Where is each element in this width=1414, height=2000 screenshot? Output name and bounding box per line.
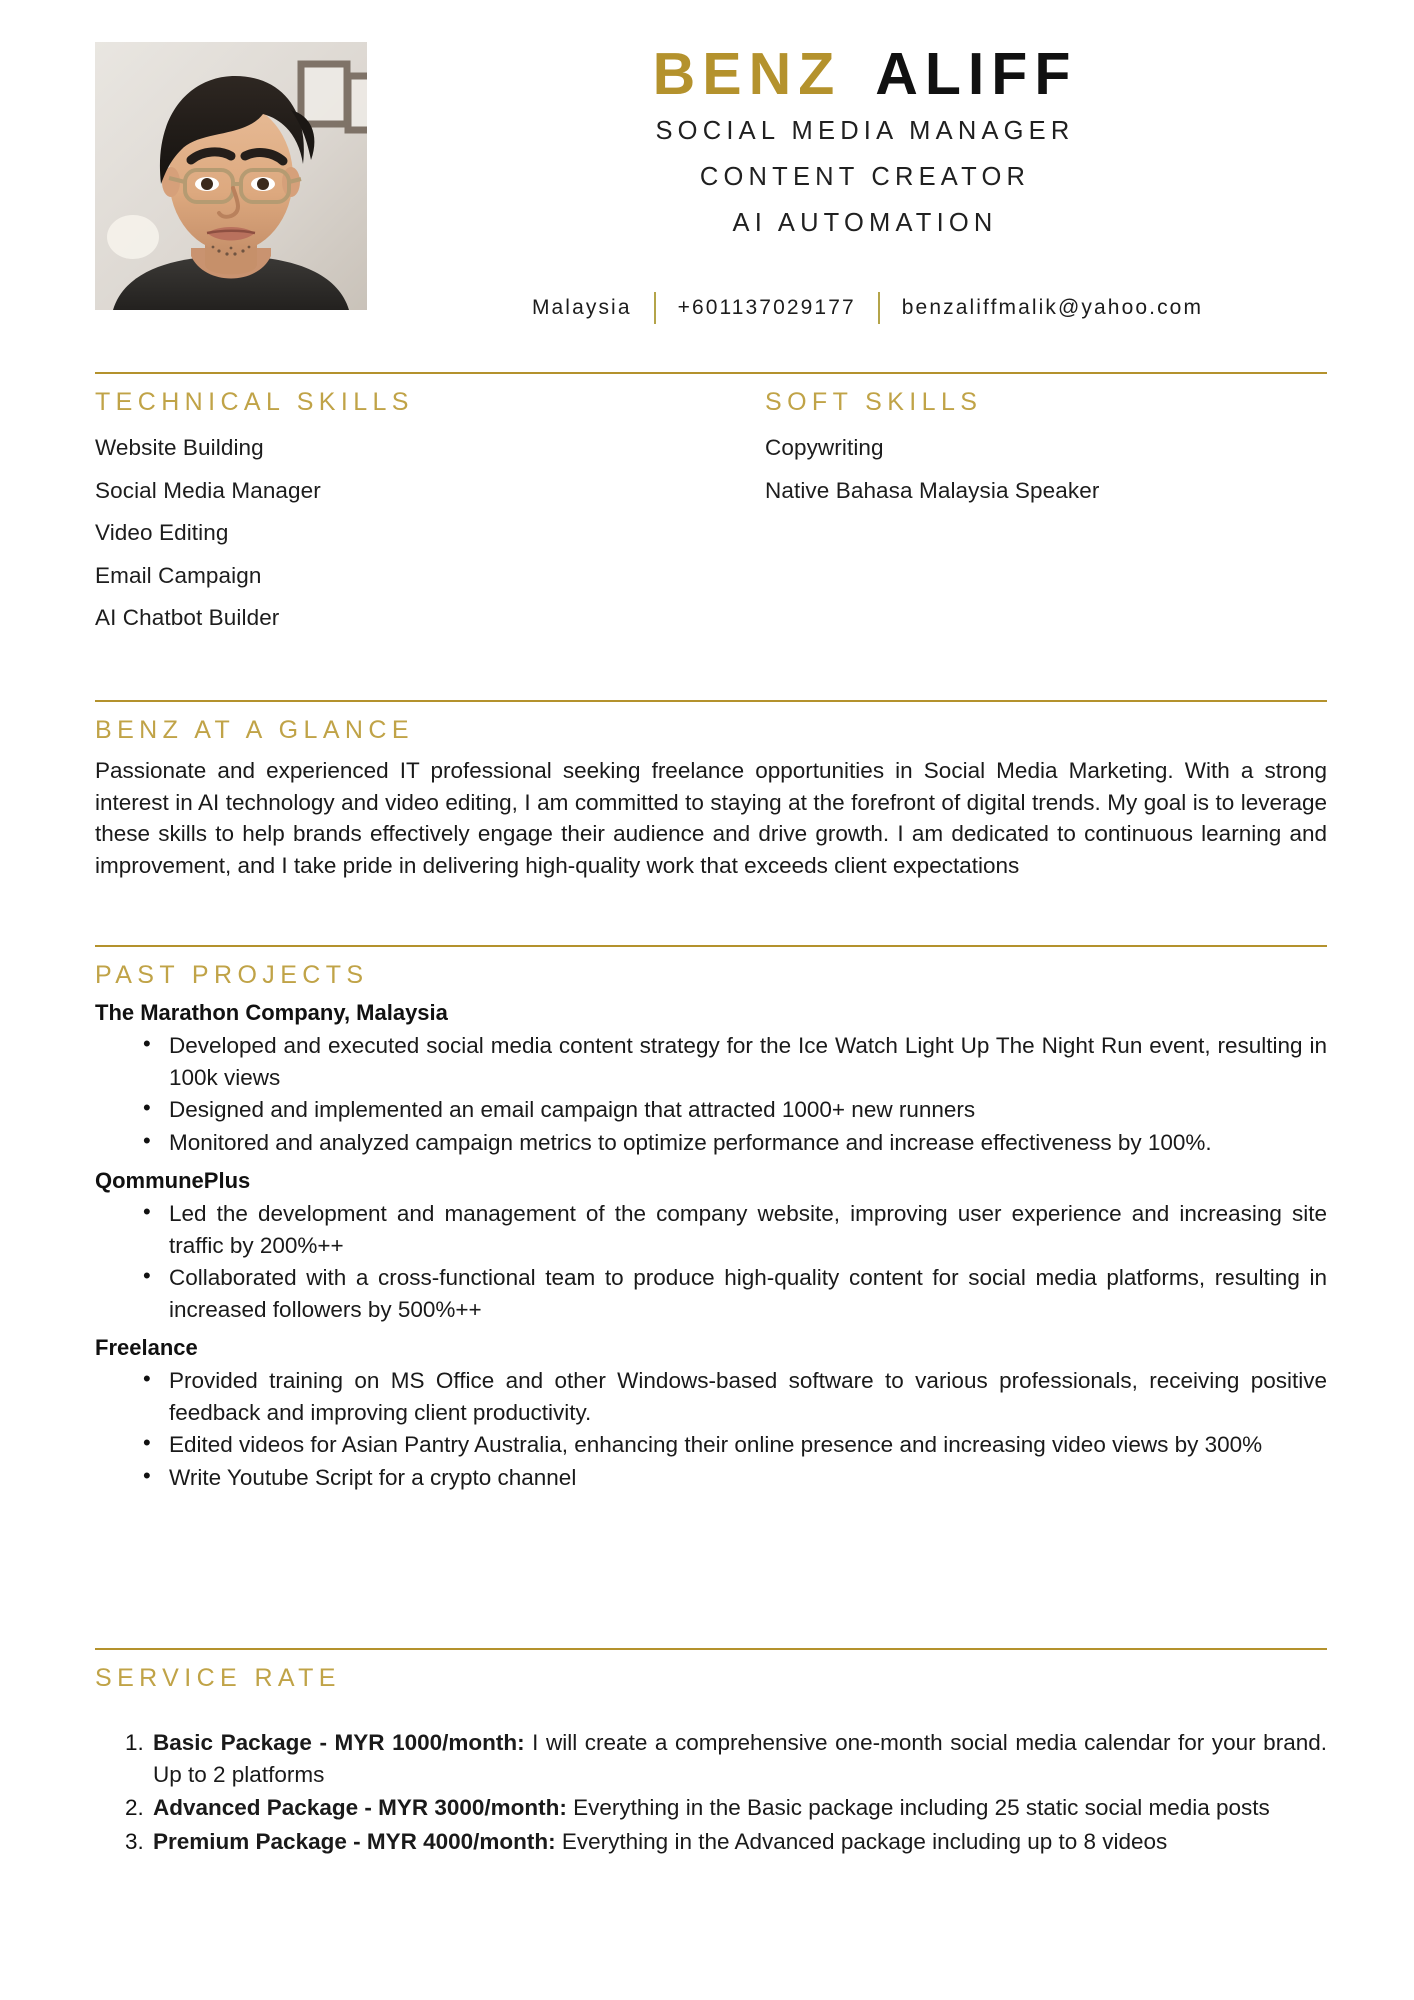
- job-title-2: CONTENT CREATOR: [699, 163, 1031, 192]
- soft-skills-column: [765, 374, 1327, 640]
- first-name: BENZ: [652, 41, 842, 107]
- contact-location: Malaysia: [531, 296, 632, 319]
- job-entry: [95, 1335, 1327, 1493]
- list-item: • Collaborated with a cross-functional team to produce high-quality content for social media platforms, resulting in increased followers by 500%++: [143, 1262, 1327, 1325]
- skill-item: Copywriting: [765, 435, 884, 460]
- job-company: QommunePlus: [95, 1168, 251, 1193]
- list-item: • Led the development and management of the company website, improving user experience and increasing site traffic by 200%++: [143, 1198, 1327, 1261]
- name-block: [400, 41, 1330, 242]
- past-projects-divider: [95, 945, 1327, 947]
- skill-item: Social Media Manager: [95, 477, 321, 503]
- list-item: [125, 1826, 1327, 1858]
- soft-skills-heading: SOFT SKILLS: [765, 388, 983, 416]
- resume-header: [0, 0, 1414, 330]
- job-bullet-list: [95, 1198, 1327, 1325]
- contact-email[interactable]: benzaliffmalik@yahoo.com: [901, 296, 1204, 319]
- glance-divider: [95, 700, 1327, 702]
- glance-text: Passionate and experienced IT professional seeking freelance opportunities in Social Media Marketing. With a strong interest in AI technology and video editing, I am committed to staying at the forefront of digital trends. My goal is to leverage these skills to help brands effectively engage their audience and drive growth. I am dedicated to continuous learning and improvement, and I take pride in delivering high-quality work that exceeds client expectations: [95, 758, 1327, 878]
- job-entry: [95, 1168, 1327, 1325]
- contact-phone[interactable]: +601137029177: [677, 296, 856, 319]
- last-name: ALIFF: [875, 41, 1078, 107]
- skill-item: Video Editing: [95, 520, 229, 545]
- past-projects-section: [95, 945, 1327, 1499]
- package-name: Premium Package - MYR 4000/month:: [153, 1828, 556, 1854]
- service-rate-section: [95, 1648, 1327, 1859]
- skill-item: Email Campaign: [95, 562, 262, 588]
- glance-heading: BENZ AT A GLANCE: [95, 716, 414, 744]
- list-item: • Edited videos for Asian Pantry Australia, enhancing their online presence and increasing video views by 300%: [143, 1429, 1327, 1461]
- list-item: • Write Youtube Script for a crypto channel: [143, 1462, 1327, 1494]
- package-description: Everything in the Basic package including 25 static social media posts: [566, 1795, 1270, 1820]
- technical-skills-column: [95, 374, 765, 640]
- avatar: [95, 42, 367, 310]
- skill-item: Native Bahasa Malaysia Speaker: [765, 477, 1100, 503]
- profile-photo-icon: [95, 42, 367, 310]
- list-item: • Monitored and analyzed campaign metrics to optimize performance and increase effectiveness by 100%.: [143, 1127, 1327, 1159]
- package-description: Everything in the Advanced package including up to 8 videos: [555, 1828, 1168, 1854]
- job-title-3: AI AUTOMATION: [732, 209, 998, 238]
- service-rate-heading: SERVICE RATE: [95, 1664, 341, 1692]
- package-description: I will create a comprehensive one-month social media calendar for your brand. Up to 2 platforms: [153, 1730, 1327, 1787]
- package-name: Basic Package - MYR 1000/month:: [153, 1730, 525, 1755]
- job-entry: [95, 1000, 1327, 1158]
- skill-item: Website Building: [95, 435, 264, 460]
- contact-bar: [400, 292, 1335, 324]
- past-projects-heading: PAST PROJECTS: [95, 961, 369, 989]
- page-title: [400, 41, 1330, 107]
- list-item: • Designed and implemented an email campaign that attracted 1000+ new runners: [143, 1094, 1327, 1126]
- package-name: Advanced Package - MYR 3000/month:: [153, 1795, 567, 1820]
- list-item: [125, 1792, 1327, 1824]
- glance-section: [95, 700, 1327, 881]
- list-item: • Developed and executed social media content strategy for the Ice Watch Light Up The Night Run event, resulting in 100k views: [143, 1030, 1327, 1093]
- job-bullet-list: [95, 1365, 1327, 1493]
- job-bullet-list: [95, 1030, 1327, 1158]
- job-company: Freelance: [95, 1335, 198, 1360]
- service-rate-list: [95, 1727, 1327, 1857]
- job-company: The Marathon Company, Malaysia: [95, 1000, 448, 1025]
- list-item: • Provided training on MS Office and other Windows-based software to various professionals, receiving positive feedback and improving client productivity.: [143, 1365, 1327, 1428]
- service-rate-divider: [95, 1648, 1327, 1650]
- technical-skills-heading: TECHNICAL SKILLS: [95, 388, 414, 416]
- job-title-1: SOCIAL MEDIA MANAGER: [655, 117, 1075, 146]
- list-item: [125, 1727, 1327, 1790]
- skills-section: [95, 372, 1327, 640]
- skill-item: AI Chatbot Builder: [95, 605, 280, 630]
